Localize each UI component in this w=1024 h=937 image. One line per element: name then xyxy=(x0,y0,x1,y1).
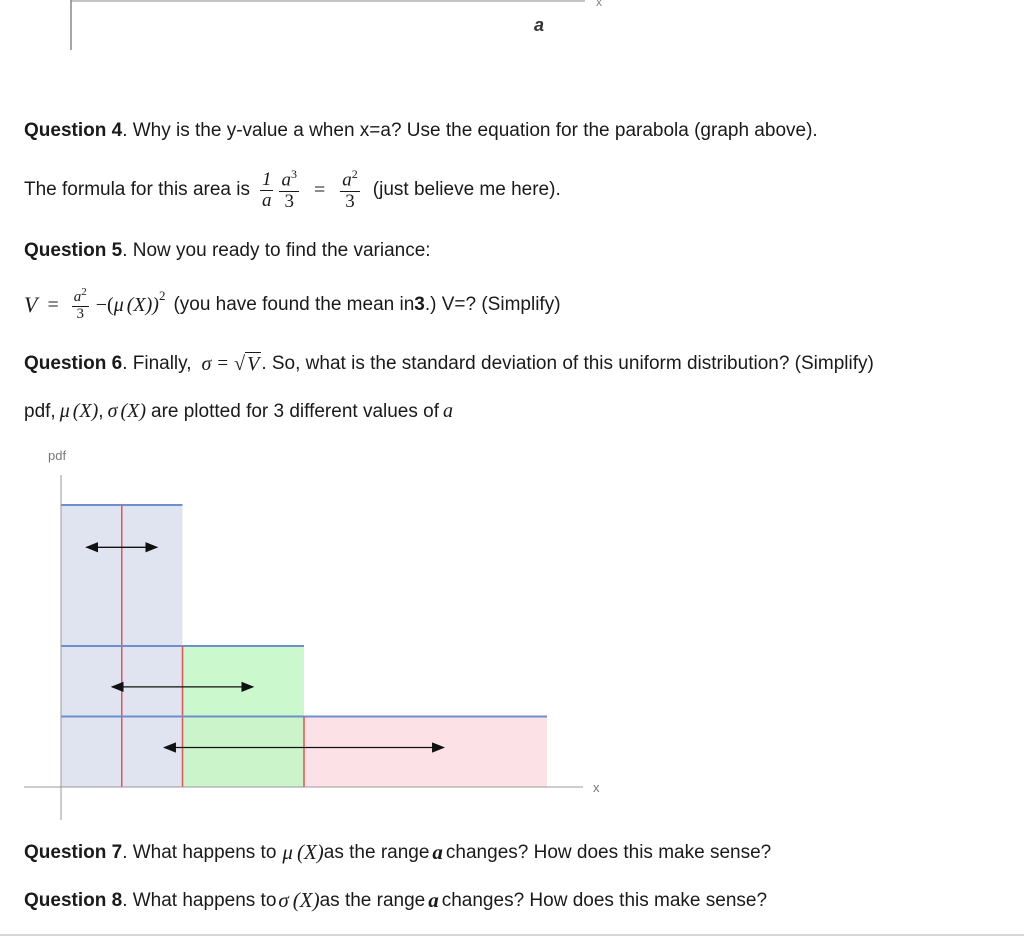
question-7 xyxy=(24,840,771,865)
plot-a: a xyxy=(443,400,453,422)
equals-sign: = xyxy=(313,178,326,201)
plot-mu: μ xyxy=(59,400,70,422)
top-graph-a-label: a xyxy=(534,15,545,35)
fraction-a2-over-3: $\frac{a^2}{3}$ xyxy=(342,167,358,212)
chart-ylabel: pdf xyxy=(48,448,67,463)
q7-mu: μ xyxy=(282,840,293,864)
question-6-label: Question 6 xyxy=(24,353,123,374)
variance-v: V xyxy=(24,292,38,317)
question-7-label: Question 7 xyxy=(24,841,123,863)
sqrt-symbol: √ xyxy=(234,352,246,375)
question-7-text-1: . What happens to xyxy=(122,841,277,863)
variance-equals: = xyxy=(47,293,59,316)
variance-text-1: (you have found the mean in xyxy=(173,294,415,315)
question-6-text-1: . Finally, xyxy=(122,353,192,374)
q8-x: (X) xyxy=(292,888,320,912)
variance-x: (X)) xyxy=(126,293,159,316)
q8-sigma: σ xyxy=(278,888,289,912)
fraction-a3-over-3: $\frac{a^3}{3}$ xyxy=(281,167,297,212)
top-graph-x-label: x xyxy=(596,0,602,9)
question-7-text-3: changes? How does this make sense? xyxy=(445,841,772,863)
variance-text-2: .) V=? (Simplify) xyxy=(424,294,561,315)
q8-a: a xyxy=(428,888,439,912)
sigma-symbol: σ xyxy=(201,352,212,375)
question-5-text: . Now you ready to find the variance: xyxy=(122,240,431,261)
question-8 xyxy=(24,888,767,913)
question-4 xyxy=(24,120,818,142)
question-7-text-2: as the range xyxy=(323,841,430,863)
question-6-text-2: . So, what is the standard deviation of this uniform distribution? (Simplify) xyxy=(261,353,874,374)
chart-xlabel: x xyxy=(593,780,600,795)
question-5 xyxy=(24,240,431,262)
question-8-label: Question 8 xyxy=(24,889,123,911)
formula-prefix: The formula for this area is xyxy=(24,179,250,200)
plot-description xyxy=(24,400,453,423)
sqrt-v: V xyxy=(247,353,260,375)
question-8-text-3: changes? How does this make sense? xyxy=(441,889,768,911)
plot-sigma: σ xyxy=(107,400,118,422)
variance-bold-3: 3 xyxy=(414,294,425,315)
fraction-a2-over-3: $\frac{a^2}{3}$ xyxy=(73,286,87,322)
question-6 xyxy=(24,352,874,376)
variance-mu: μ xyxy=(113,293,124,316)
footer-divider xyxy=(0,934,1024,936)
variance-exp: 2 xyxy=(158,288,166,303)
variance-minus: −( xyxy=(95,293,114,316)
plot-x-2: (X) xyxy=(120,400,146,422)
q7-a: a xyxy=(432,840,443,864)
formula-line xyxy=(24,165,561,215)
plot-comma: , xyxy=(98,400,104,422)
fraction-1-over-a: $\frac{1}{a}$ xyxy=(261,168,272,211)
question-4-text: . Why is the y-value a when x=a? Use the equation for the parabola (graph above). xyxy=(122,120,818,141)
plot-x-1: (X) xyxy=(72,400,99,422)
plot-text-2: are plotted for 3 different values of xyxy=(151,400,439,422)
question-5-label: Question 5 xyxy=(24,240,123,261)
question-8-text-1: . What happens to xyxy=(122,889,277,911)
sigma-equals: = xyxy=(217,353,229,374)
plot-text-1: pdf, xyxy=(24,400,56,422)
question-4-label: Question 4 xyxy=(24,120,123,141)
question-8-text-2: as the range xyxy=(319,889,426,911)
variance-line xyxy=(24,282,561,328)
formula-suffix: (just believe me here). xyxy=(372,179,561,200)
q7-x: (X) xyxy=(296,840,324,864)
top-graph xyxy=(0,0,1024,60)
pdf-chart xyxy=(0,430,640,825)
